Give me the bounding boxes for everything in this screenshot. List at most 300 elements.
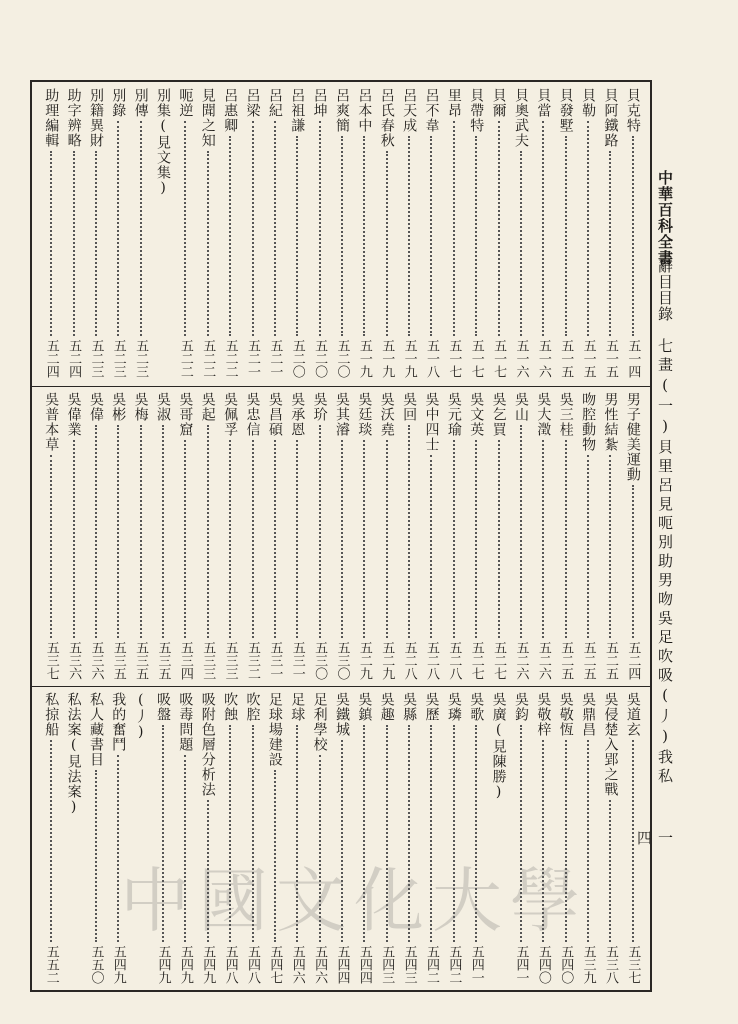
leader-dots — [408, 425, 410, 638]
index-entry — [443, 392, 465, 680]
entry-term: 貝當 — [535, 88, 552, 118]
entry-term: 別籍異財 — [87, 88, 104, 148]
entry-term: 吳侵楚入郢之戰 — [602, 692, 619, 797]
leader-dots — [184, 755, 186, 942]
entry-page: 五二八 — [446, 641, 462, 680]
index-entry — [107, 88, 129, 378]
index-frame — [30, 80, 652, 992]
leader-dots — [408, 725, 410, 942]
entry-page: 五一九 — [356, 339, 372, 378]
entry-page: 五四六 — [289, 945, 305, 984]
entry-page: 五二〇 — [289, 339, 305, 378]
stroke-heading: 七畫(一)貝里呂見呃別助男吻吳足吹吸(丿)我私 — [656, 338, 674, 787]
index-entry — [443, 692, 465, 984]
index-band-top — [40, 88, 644, 378]
leader-dots — [542, 740, 544, 942]
index-entry — [152, 392, 174, 680]
index-entry — [555, 88, 577, 378]
index-entry — [286, 692, 308, 984]
index-entry — [353, 88, 375, 378]
entry-term: 吳沃堯 — [378, 392, 395, 437]
entry-page: 五二六 — [513, 641, 529, 680]
index-entry — [309, 692, 331, 984]
entry-term: 吳鈞 — [512, 692, 529, 722]
entry-page: 五二八 — [401, 641, 417, 680]
entry-page: 五二九 — [379, 641, 395, 680]
entry-page: 五四一 — [513, 945, 529, 984]
index-entry — [555, 392, 577, 680]
leader-dots — [341, 740, 343, 942]
entry-term: 吳廣(見陳勝) — [490, 692, 507, 801]
index-entry — [40, 392, 62, 680]
entry-term: 吳回 — [401, 392, 418, 422]
leader-dots — [565, 740, 567, 942]
index-entry — [353, 392, 375, 680]
index-entry — [622, 88, 644, 378]
entry-term: 呂不韋 — [423, 88, 440, 133]
entry-page: 五三八 — [602, 945, 618, 984]
leader-dots — [341, 440, 343, 638]
entry-term: 我的奮鬥 — [110, 692, 127, 752]
leader-dots — [117, 425, 119, 638]
index-entry — [85, 392, 107, 680]
index-entry — [510, 692, 532, 984]
entry-page: 五三七 — [625, 945, 641, 984]
leader-dots — [162, 725, 164, 942]
leader-dots — [363, 725, 365, 942]
leader-dots — [632, 485, 634, 638]
leader-dots — [430, 725, 432, 942]
entry-page: 五四三 — [401, 945, 417, 984]
leader-dots — [184, 121, 186, 336]
leader-dots — [95, 151, 97, 336]
entry-page: 五一六 — [513, 339, 529, 378]
entry-page: 五四六 — [312, 945, 328, 984]
entry-page: 五三七 — [43, 641, 59, 680]
index-entry — [510, 392, 532, 680]
entry-page: 五二二 — [222, 339, 238, 378]
index-entry — [309, 392, 331, 680]
entry-page: 五三二 — [245, 641, 261, 680]
leader-dots — [274, 770, 276, 942]
leader-dots — [475, 136, 477, 336]
entry-term: 貝帶特 — [468, 88, 485, 133]
entry-term: 別集(見文集) — [155, 88, 172, 197]
leader-dots — [587, 740, 589, 942]
leader-dots — [520, 151, 522, 336]
entry-term: 吳鐵城 — [334, 692, 350, 737]
index-entry — [40, 692, 62, 984]
entry-term: 吳承恩 — [289, 392, 306, 437]
entry-term: 呂天成 — [401, 88, 418, 133]
leader-dots — [386, 440, 388, 638]
entry-page: 五四〇 — [558, 945, 574, 984]
index-entry — [331, 88, 353, 378]
entry-term: 私人藏書目 — [87, 692, 104, 767]
entry-page: 五二二 — [177, 339, 193, 378]
entry-term: 吳廷琰 — [356, 392, 373, 437]
index-entry — [63, 392, 85, 680]
leader-dots — [475, 725, 477, 942]
entry-page: 五二四 — [66, 339, 82, 378]
index-entry — [622, 392, 644, 680]
entry-term: 呂梁 — [244, 88, 261, 118]
index-entry — [286, 392, 308, 680]
entry-term: 別傳 — [132, 88, 149, 118]
entry-term: 吳三桂 — [557, 392, 574, 437]
entry-page: 五一五 — [558, 339, 574, 378]
running-head — [635, 170, 710, 860]
index-entry — [398, 88, 420, 378]
index-entry — [85, 692, 107, 984]
entry-page: 五一七 — [446, 339, 462, 378]
leader-dots — [632, 740, 634, 942]
leader-dots — [632, 136, 634, 336]
entry-term: 貝發墅 — [557, 88, 574, 133]
index-entry — [577, 392, 599, 680]
entry-term: 男子健美運動 — [624, 392, 641, 482]
leader-dots — [184, 440, 186, 638]
entry-page: 五二三 — [88, 339, 104, 378]
entry-page: 五三五 — [133, 641, 149, 680]
entry-term: 呂惠卿 — [222, 88, 239, 133]
leader-dots — [453, 440, 455, 638]
watermark: 中國文化大學 — [120, 860, 588, 942]
entry-page: 五二一 — [245, 339, 261, 378]
index-entry — [353, 692, 375, 984]
entry-term: 吳昌碩 — [266, 392, 283, 437]
entry-term: 足球場建設 — [266, 692, 283, 767]
entry-term: 貝爾 — [490, 88, 507, 118]
index-band-middle — [40, 392, 644, 680]
entry-term: 足利學校 — [311, 692, 328, 752]
index-entry — [443, 88, 465, 378]
leader-dots — [207, 151, 209, 336]
entry-page: 五一五 — [580, 339, 596, 378]
publication-title: 中華百科全書 — [656, 170, 674, 266]
entry-page: 五二〇 — [312, 339, 328, 378]
entry-page: 五三一 — [289, 641, 305, 680]
index-entry — [376, 692, 398, 984]
entry-term: 吳道玄 — [624, 692, 641, 737]
entry-page: 五三九 — [580, 945, 596, 984]
entry-term: 貝阿鐵路 — [602, 88, 619, 148]
index-entry — [488, 392, 510, 680]
leader-dots — [363, 136, 365, 336]
entry-term: 吳大澂 — [535, 392, 552, 437]
entry-page: 五四八 — [245, 945, 261, 984]
index-entry — [510, 88, 532, 378]
entry-term: 吻腔動物 — [580, 392, 597, 452]
index-entry — [599, 88, 621, 378]
entry-term: 吳乞買 — [490, 392, 507, 437]
entry-term: 助理編輯 — [43, 88, 60, 148]
leader-dots — [252, 440, 254, 638]
leader-dots — [73, 440, 75, 638]
entry-term: 貝克特 — [624, 88, 641, 133]
index-entry — [63, 88, 85, 378]
index-entry — [331, 692, 353, 984]
leader-dots — [386, 151, 388, 336]
entry-term: 吳文英 — [468, 392, 485, 437]
index-entry — [420, 692, 442, 984]
entry-term: 吳偉業 — [65, 392, 82, 437]
entry-term: 吳歌 — [468, 692, 485, 722]
entry-page: 五四九 — [110, 945, 126, 984]
leader-dots — [520, 725, 522, 942]
band-divider — [32, 686, 650, 687]
index-entry — [197, 88, 219, 378]
leader-dots — [73, 151, 75, 336]
entry-page: 五二六 — [535, 641, 551, 680]
entry-term: 呂爽簡 — [334, 88, 350, 133]
index-band-bottom — [40, 692, 644, 984]
entry-term: 里昂 — [445, 88, 462, 118]
index-entry — [107, 392, 129, 680]
entry-page: 五四一 — [468, 945, 484, 984]
leader-dots — [542, 121, 544, 336]
entry-page: 五五二 — [43, 945, 59, 984]
index-entry — [465, 692, 487, 984]
leader-dots — [207, 800, 209, 942]
entry-page: 五四四 — [334, 945, 350, 984]
leader-dots — [430, 455, 432, 638]
index-entry — [242, 88, 264, 378]
leader-dots — [296, 725, 298, 942]
leader-dots — [386, 725, 388, 942]
index-entry — [555, 692, 577, 984]
entry-term: 吳元瑜 — [445, 392, 462, 437]
entry-term: 足球 — [289, 692, 306, 722]
leader-dots — [520, 425, 522, 638]
index-entry — [532, 88, 554, 378]
leader-dots — [274, 121, 276, 336]
entry-page: 五四七 — [267, 945, 283, 984]
entry-page: 五二五 — [558, 641, 574, 680]
entry-page: 五三三 — [200, 641, 216, 680]
entry-page: 五三五 — [155, 641, 171, 680]
entry-page: 五二九 — [356, 641, 372, 680]
entry-term: 吳佩孚 — [222, 392, 239, 437]
entry-page: 五一五 — [602, 339, 618, 378]
leader-dots — [587, 455, 589, 638]
entry-term: 吳敬梓 — [535, 692, 552, 737]
leader-dots — [430, 136, 432, 336]
leader-dots — [50, 740, 52, 942]
index-entry — [465, 392, 487, 680]
entry-term: 呂坤 — [311, 88, 328, 118]
index-entry — [465, 88, 487, 378]
entry-page: 五四九 — [200, 945, 216, 984]
entry-page: 五一九 — [379, 339, 395, 378]
entry-page: 五三一 — [267, 641, 283, 680]
section-title: 辭目目錄 — [656, 258, 674, 322]
leader-dots — [229, 136, 231, 336]
index-entry — [488, 88, 510, 378]
leader-dots — [453, 121, 455, 336]
entry-term: 吳淑 — [155, 392, 172, 422]
entry-term: 吳趣 — [378, 692, 395, 722]
index-entry — [174, 392, 196, 680]
leader-dots — [408, 136, 410, 336]
leader-dots — [565, 440, 567, 638]
entry-term: 呃逆 — [177, 88, 194, 118]
leader-dots — [252, 725, 254, 942]
index-entry — [219, 392, 241, 680]
entry-page: 五三五 — [110, 641, 126, 680]
entry-page: 五二四 — [43, 339, 59, 378]
entry-page: 五二四 — [625, 641, 641, 680]
leader-dots — [609, 455, 611, 638]
leader-dots — [498, 440, 500, 638]
entry-page: 五二三 — [110, 339, 126, 378]
entry-page: 五二五 — [602, 641, 618, 680]
entry-term: 呂紀 — [266, 88, 283, 118]
entry-page: 五二二 — [200, 339, 216, 378]
entry-term: 吳鎮 — [356, 692, 373, 722]
index-entry — [174, 692, 196, 984]
entry-term: 吳其濬 — [334, 392, 350, 437]
entry-page: 五四九 — [155, 945, 171, 984]
entry-page: 五一七 — [468, 339, 484, 378]
index-entry — [398, 692, 420, 984]
entry-term: 吳彬 — [110, 392, 127, 422]
index-entry — [331, 392, 353, 680]
entry-term: 吳縣 — [401, 692, 418, 722]
entry-term: 吹腔 — [244, 692, 261, 722]
entry-term: 吳璘 — [445, 692, 462, 722]
entry-term: 吳偉 — [87, 392, 104, 422]
index-entry — [376, 392, 398, 680]
leader-dots — [319, 121, 321, 336]
index-entry — [420, 392, 442, 680]
entry-page: 五四〇 — [535, 945, 551, 984]
index-entry — [219, 692, 241, 984]
entry-page: 五二七 — [468, 641, 484, 680]
entry-term: (丿) — [132, 692, 149, 741]
entry-page: 五三四 — [177, 641, 193, 680]
leader-dots — [50, 455, 52, 638]
entry-page: 五三〇 — [334, 641, 350, 680]
entry-page: 五二五 — [580, 641, 596, 680]
entry-term: 吳敬恆 — [557, 692, 574, 737]
entry-term: 吸附色層分析法 — [199, 692, 216, 797]
entry-page: 五一六 — [535, 339, 551, 378]
index-entry — [622, 692, 644, 984]
leader-dots — [587, 121, 589, 336]
page-number: 一四 — [635, 830, 674, 847]
index-entry — [420, 88, 442, 378]
index-entry — [85, 88, 107, 378]
index-entry — [488, 692, 510, 984]
index-entry — [309, 88, 331, 378]
entry-term: 吳中四士 — [423, 392, 440, 452]
entry-term: 男性結紮 — [602, 392, 619, 452]
entry-page: 五二三 — [133, 339, 149, 378]
index-entry — [577, 88, 599, 378]
leader-dots — [319, 425, 321, 638]
index-entry — [219, 88, 241, 378]
entry-page: 五四三 — [379, 945, 395, 984]
entry-page: 五三三 — [222, 641, 238, 680]
index-entry — [130, 692, 152, 984]
leader-dots — [453, 725, 455, 942]
index-entry — [130, 88, 152, 378]
entry-page: 五二一 — [267, 339, 283, 378]
leader-dots — [565, 136, 567, 336]
leader-dots — [319, 755, 321, 942]
leader-dots — [117, 121, 119, 336]
index-entry — [532, 392, 554, 680]
entry-term: 吹蝕 — [222, 692, 239, 722]
leader-dots — [274, 440, 276, 638]
entry-page: 五五〇 — [88, 945, 104, 984]
leader-dots — [363, 440, 365, 638]
leader-dots — [341, 136, 343, 336]
entry-term: 吳忠信 — [244, 392, 261, 437]
index-entry — [174, 88, 196, 378]
leader-dots — [296, 136, 298, 336]
index-entry — [264, 88, 286, 378]
leader-dots — [542, 440, 544, 638]
entry-term: 吸盤 — [155, 692, 172, 722]
index-entry — [599, 692, 621, 984]
entry-term: 助字辨略 — [65, 88, 82, 148]
index-entry — [286, 88, 308, 378]
index-entry — [398, 392, 420, 680]
entry-term: 吸毒問題 — [177, 692, 194, 752]
index-entry — [107, 692, 129, 984]
entry-term: 吳鼎昌 — [580, 692, 597, 737]
index-entry — [197, 392, 219, 680]
entry-term: 貝勒 — [580, 88, 597, 118]
entry-page: 五四二 — [446, 945, 462, 984]
leader-dots — [296, 440, 298, 638]
leader-dots — [50, 151, 52, 336]
leader-dots — [609, 800, 611, 942]
index-entry — [264, 692, 286, 984]
entry-term: 呂祖謙 — [289, 88, 306, 133]
entry-page: 五一八 — [423, 339, 439, 378]
index-entry — [599, 392, 621, 680]
entry-page: 五一七 — [491, 339, 507, 378]
entry-page: 五四四 — [356, 945, 372, 984]
index-entry — [63, 692, 85, 984]
entry-page: 五三〇 — [312, 641, 328, 680]
leader-dots — [95, 770, 97, 942]
entry-term: 吳哥窟 — [177, 392, 194, 437]
index-entry — [242, 392, 264, 680]
leader-dots — [498, 121, 500, 336]
entry-page: 五四九 — [177, 945, 193, 984]
entry-page: 五四二 — [423, 945, 439, 984]
index-entry — [242, 692, 264, 984]
index-entry — [197, 692, 219, 984]
entry-term: 吳歷 — [423, 692, 440, 722]
entry-term: 貝奧武夫 — [512, 88, 529, 148]
entry-page: 五一九 — [401, 339, 417, 378]
leader-dots — [95, 425, 97, 638]
entry-term: 見聞之知 — [199, 88, 216, 148]
leader-dots — [252, 121, 254, 336]
entry-term: 私掠船 — [43, 692, 60, 737]
entry-term: 吳起 — [199, 392, 216, 422]
entry-term: 吳普本草 — [43, 392, 60, 452]
leader-dots — [140, 121, 142, 336]
index-entry — [532, 692, 554, 984]
entry-page: 五四八 — [222, 945, 238, 984]
entry-page: 五三六 — [88, 641, 104, 680]
